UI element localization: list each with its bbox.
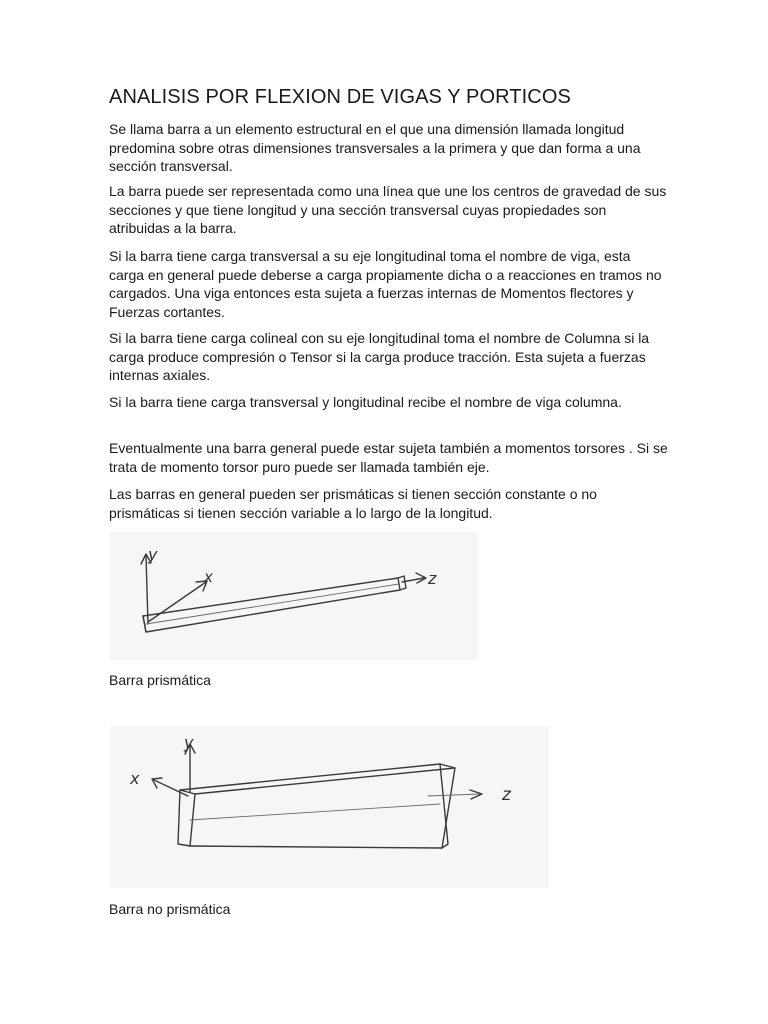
- paragraph-viga: Si la barra tiene carga transversal a su eje longitudinal toma el nombre de viga, esta carga en general puede deberse a carga propiamente dicha o a reacciones en tramos no cargados. Una viga entonces esta sujeta a fuerzas internas de Momentos flectores y Fuerzas cortantes.: [109, 248, 662, 320]
- figure-caption-prismatic: Barra prismática: [109, 672, 211, 688]
- figure-non-prismatic-bar: [110, 726, 549, 888]
- x-axis-label: x: [130, 769, 140, 788]
- y-axis-label: y: [148, 545, 158, 564]
- paragraph-definition: Se llama barra a un elemento estructural en el que una dimensión llamada longitud predomina sobre otras dimensiones transversales a la primera y que dan forma a una sección transversal.: [109, 121, 641, 175]
- y-axis-label: y: [184, 733, 194, 752]
- figure-prismatic-bar: [110, 532, 478, 660]
- paragraph-torsion: Eventualmente una barra general puede estar sujeta también a momentos torsores . Si se trata de momento torsor puro puede ser llamada también eje.: [109, 440, 668, 475]
- paragraph-representation: La barra puede ser representada como una línea que une los centros de gravedad de sus secciones y que tiene longitud y una sección transversal cuyas propiedades son atribuidas a la barra.: [109, 183, 667, 237]
- paragraph-prismaticas: Las barras en general pueden ser prismáticas si tienen sección constante o no prismáticas si tienen sección variable a lo largo de la longitud.: [109, 486, 597, 521]
- z-axis-label: z: [502, 785, 511, 805]
- x-axis-label: x: [204, 568, 213, 586]
- z-axis-label: z: [428, 569, 437, 588]
- prismatic-bar-sketch: [110, 532, 478, 660]
- paragraph-viga-columna: Si la barra tiene carga transversal y longitudinal recibe el nombre de viga columna.: [109, 394, 622, 410]
- paragraph-columna: Si la barra tiene carga colineal con su eje longitudinal toma el nombre de Columna si la carga produce compresión o Tensor si la carga produce tracción. Esta sujeta a fuerzas internas axiales.: [109, 330, 650, 384]
- non-prismatic-bar-sketch: [110, 726, 549, 888]
- document-title: ANALISIS POR FLEXION DE VIGAS Y PORTICOS: [109, 86, 571, 108]
- figure-caption-non-prismatic: Barra no prismática: [109, 901, 231, 917]
